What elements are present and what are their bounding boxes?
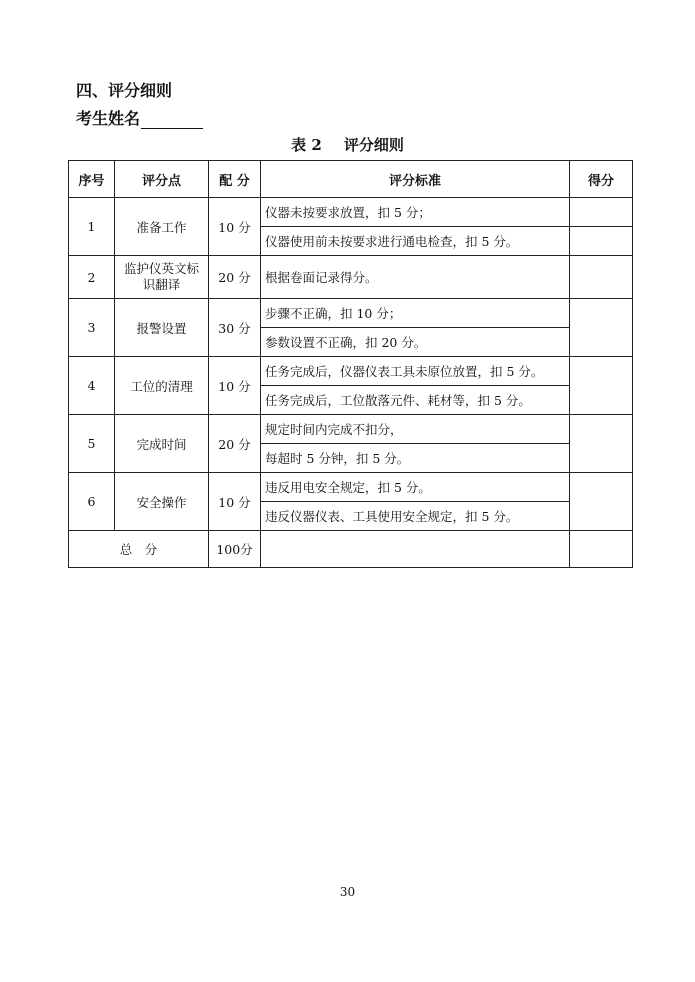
row-point: 完成时间 [115,415,209,473]
row-got-cell[interactable] [570,198,633,227]
total-label: 总 分 [69,531,209,568]
table-row [69,256,633,299]
row-got-cell[interactable] [570,473,633,531]
table-row [69,357,633,386]
row-no: 1 [69,198,115,256]
row-criteria: 仪器使用前未按要求进行通电检查，扣 5 分。 [261,227,570,256]
row-score: 20 分 [209,256,261,299]
row-score: 30 分 [209,299,261,357]
table-caption-number: 表 2 [291,136,322,154]
table-caption-title: 评分细则 [343,136,404,154]
row-got-cell[interactable] [570,357,633,415]
row-no: 5 [69,415,115,473]
row-criteria: 仪器未按要求放置，扣 5 分； [261,198,570,227]
row-point: 准备工作 [115,198,209,256]
row-criteria: 根据卷面记录得分。 [261,256,570,299]
header-no: 序号 [69,161,115,198]
table-row [69,299,633,328]
row-point: 监护仪英文标识翻译 [115,256,209,299]
row-criteria: 任务完成后，仪器仪表工具未原位放置，扣 5 分。 [261,357,570,386]
table-row [69,415,633,444]
total-score: 100分 [209,531,261,568]
row-criteria: 规定时间内完成不扣分， [261,415,570,444]
row-criteria: 步骤不正确，扣 10 分； [261,299,570,328]
row-no: 6 [69,473,115,531]
row-criteria: 任务完成后，工位散落元件、耗材等，扣 5 分。 [261,386,570,415]
header-got: 得分 [570,161,633,198]
row-score: 20 分 [209,415,261,473]
page-number: 30 [339,885,356,899]
row-score: 10 分 [209,198,261,256]
row-point: 报警设置 [115,299,209,357]
row-point: 工位的清理 [115,357,209,415]
candidate-name-line [76,106,203,129]
total-criteria-cell [261,531,570,568]
table-header-row [69,161,633,198]
header-score: 配 分 [209,161,261,198]
row-criteria: 每超时 5 分钟，扣 5 分。 [261,444,570,473]
row-score: 10 分 [209,473,261,531]
scoring-table [68,160,633,568]
row-criteria: 参数设置不正确，扣 20 分。 [261,328,570,357]
row-got-cell[interactable] [570,299,633,357]
header-point: 评分点 [115,161,209,198]
row-got-cell[interactable] [570,256,633,299]
table-row [69,198,633,227]
row-criteria: 违反仪器仪表、工具使用安全规定，扣 5 分。 [261,502,570,531]
candidate-name-blank [141,110,203,129]
row-point: 安全操作 [115,473,209,531]
row-no: 3 [69,299,115,357]
section-title: 四、评分细则 [76,81,173,100]
row-got-cell[interactable] [570,415,633,473]
row-got-cell[interactable] [570,227,633,256]
row-criteria: 违反用电安全规定，扣 5 分。 [261,473,570,502]
header-criteria: 评分标准 [261,161,570,198]
table-caption [0,134,695,155]
row-no: 4 [69,357,115,415]
candidate-name-label: 考生姓名 [76,109,141,128]
row-no: 2 [69,256,115,299]
total-row [69,531,633,568]
table-row [69,473,633,502]
total-got-cell[interactable] [570,531,633,568]
row-score: 10 分 [209,357,261,415]
